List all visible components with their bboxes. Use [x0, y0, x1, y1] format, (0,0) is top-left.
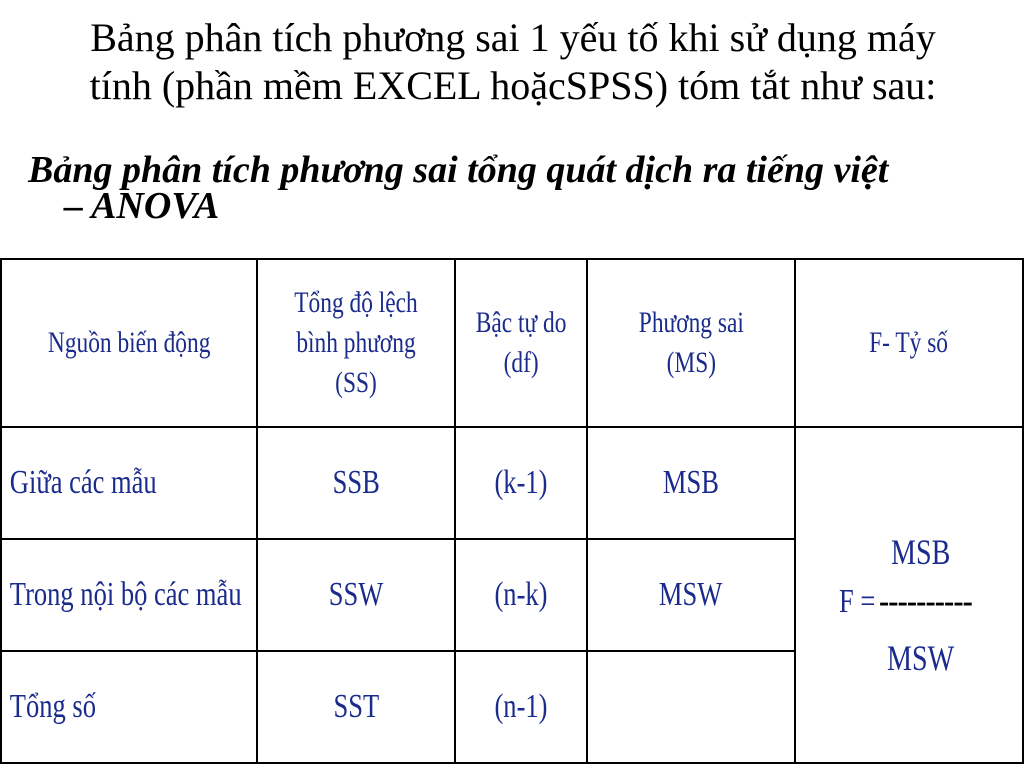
row-df-total: (n-1) [455, 651, 587, 763]
row-df-between: (k-1) [455, 427, 587, 539]
table-caption [28, 149, 1003, 227]
table-row [1, 427, 1023, 539]
row-source-between: Giữa các mẫu [1, 427, 257, 539]
slide-title [18, 14, 1008, 110]
header-sum-of-squares: Tổng độ lệch bình phương (SS) [257, 259, 455, 427]
row-ms-within: MSW [587, 539, 795, 651]
anova-table [0, 258, 1024, 764]
row-source-within: Trong nội bộ các mẫu [1, 539, 257, 651]
row-source-total: Tổng số [1, 651, 257, 763]
f-ratio-denominator: MSW [887, 637, 955, 678]
slide-title-line-1: Bảng phân tích phương sai 1 yếu tố khi sử dụng máy [90, 15, 936, 60]
row-ss-between: SSB [257, 427, 455, 539]
f-ratio-formula [799, 491, 1019, 691]
f-ratio-prefix: F = [839, 582, 876, 620]
table-caption-line-1: Bảng phân tích phương sai tổng quát dịch ra tiếng việt [28, 149, 889, 191]
row-ms-between: MSB [587, 427, 795, 539]
f-ratio-divider: ---------- [879, 582, 972, 620]
slide-title-line-2: tính (phần mềm EXCEL hoặcSPSS) tóm tắt như sau: [89, 63, 937, 108]
row-ss-total: SST [257, 651, 455, 763]
table-header-row [1, 259, 1023, 427]
row-df-within: (n-k) [455, 539, 587, 651]
row-ms-total [587, 651, 795, 763]
header-degrees-of-freedom: Bậc tự do (df) [455, 259, 587, 427]
header-mean-square: Phương sai (MS) [587, 259, 795, 427]
table-caption-line-2: – ANOVA [64, 185, 220, 227]
row-ss-within: SSW [257, 539, 455, 651]
f-ratio-cell [795, 427, 1023, 763]
f-ratio-numerator: MSB [891, 531, 951, 572]
header-source: Nguồn biến động [1, 259, 257, 427]
header-f-ratio: F- Tỷ số [795, 259, 1023, 427]
